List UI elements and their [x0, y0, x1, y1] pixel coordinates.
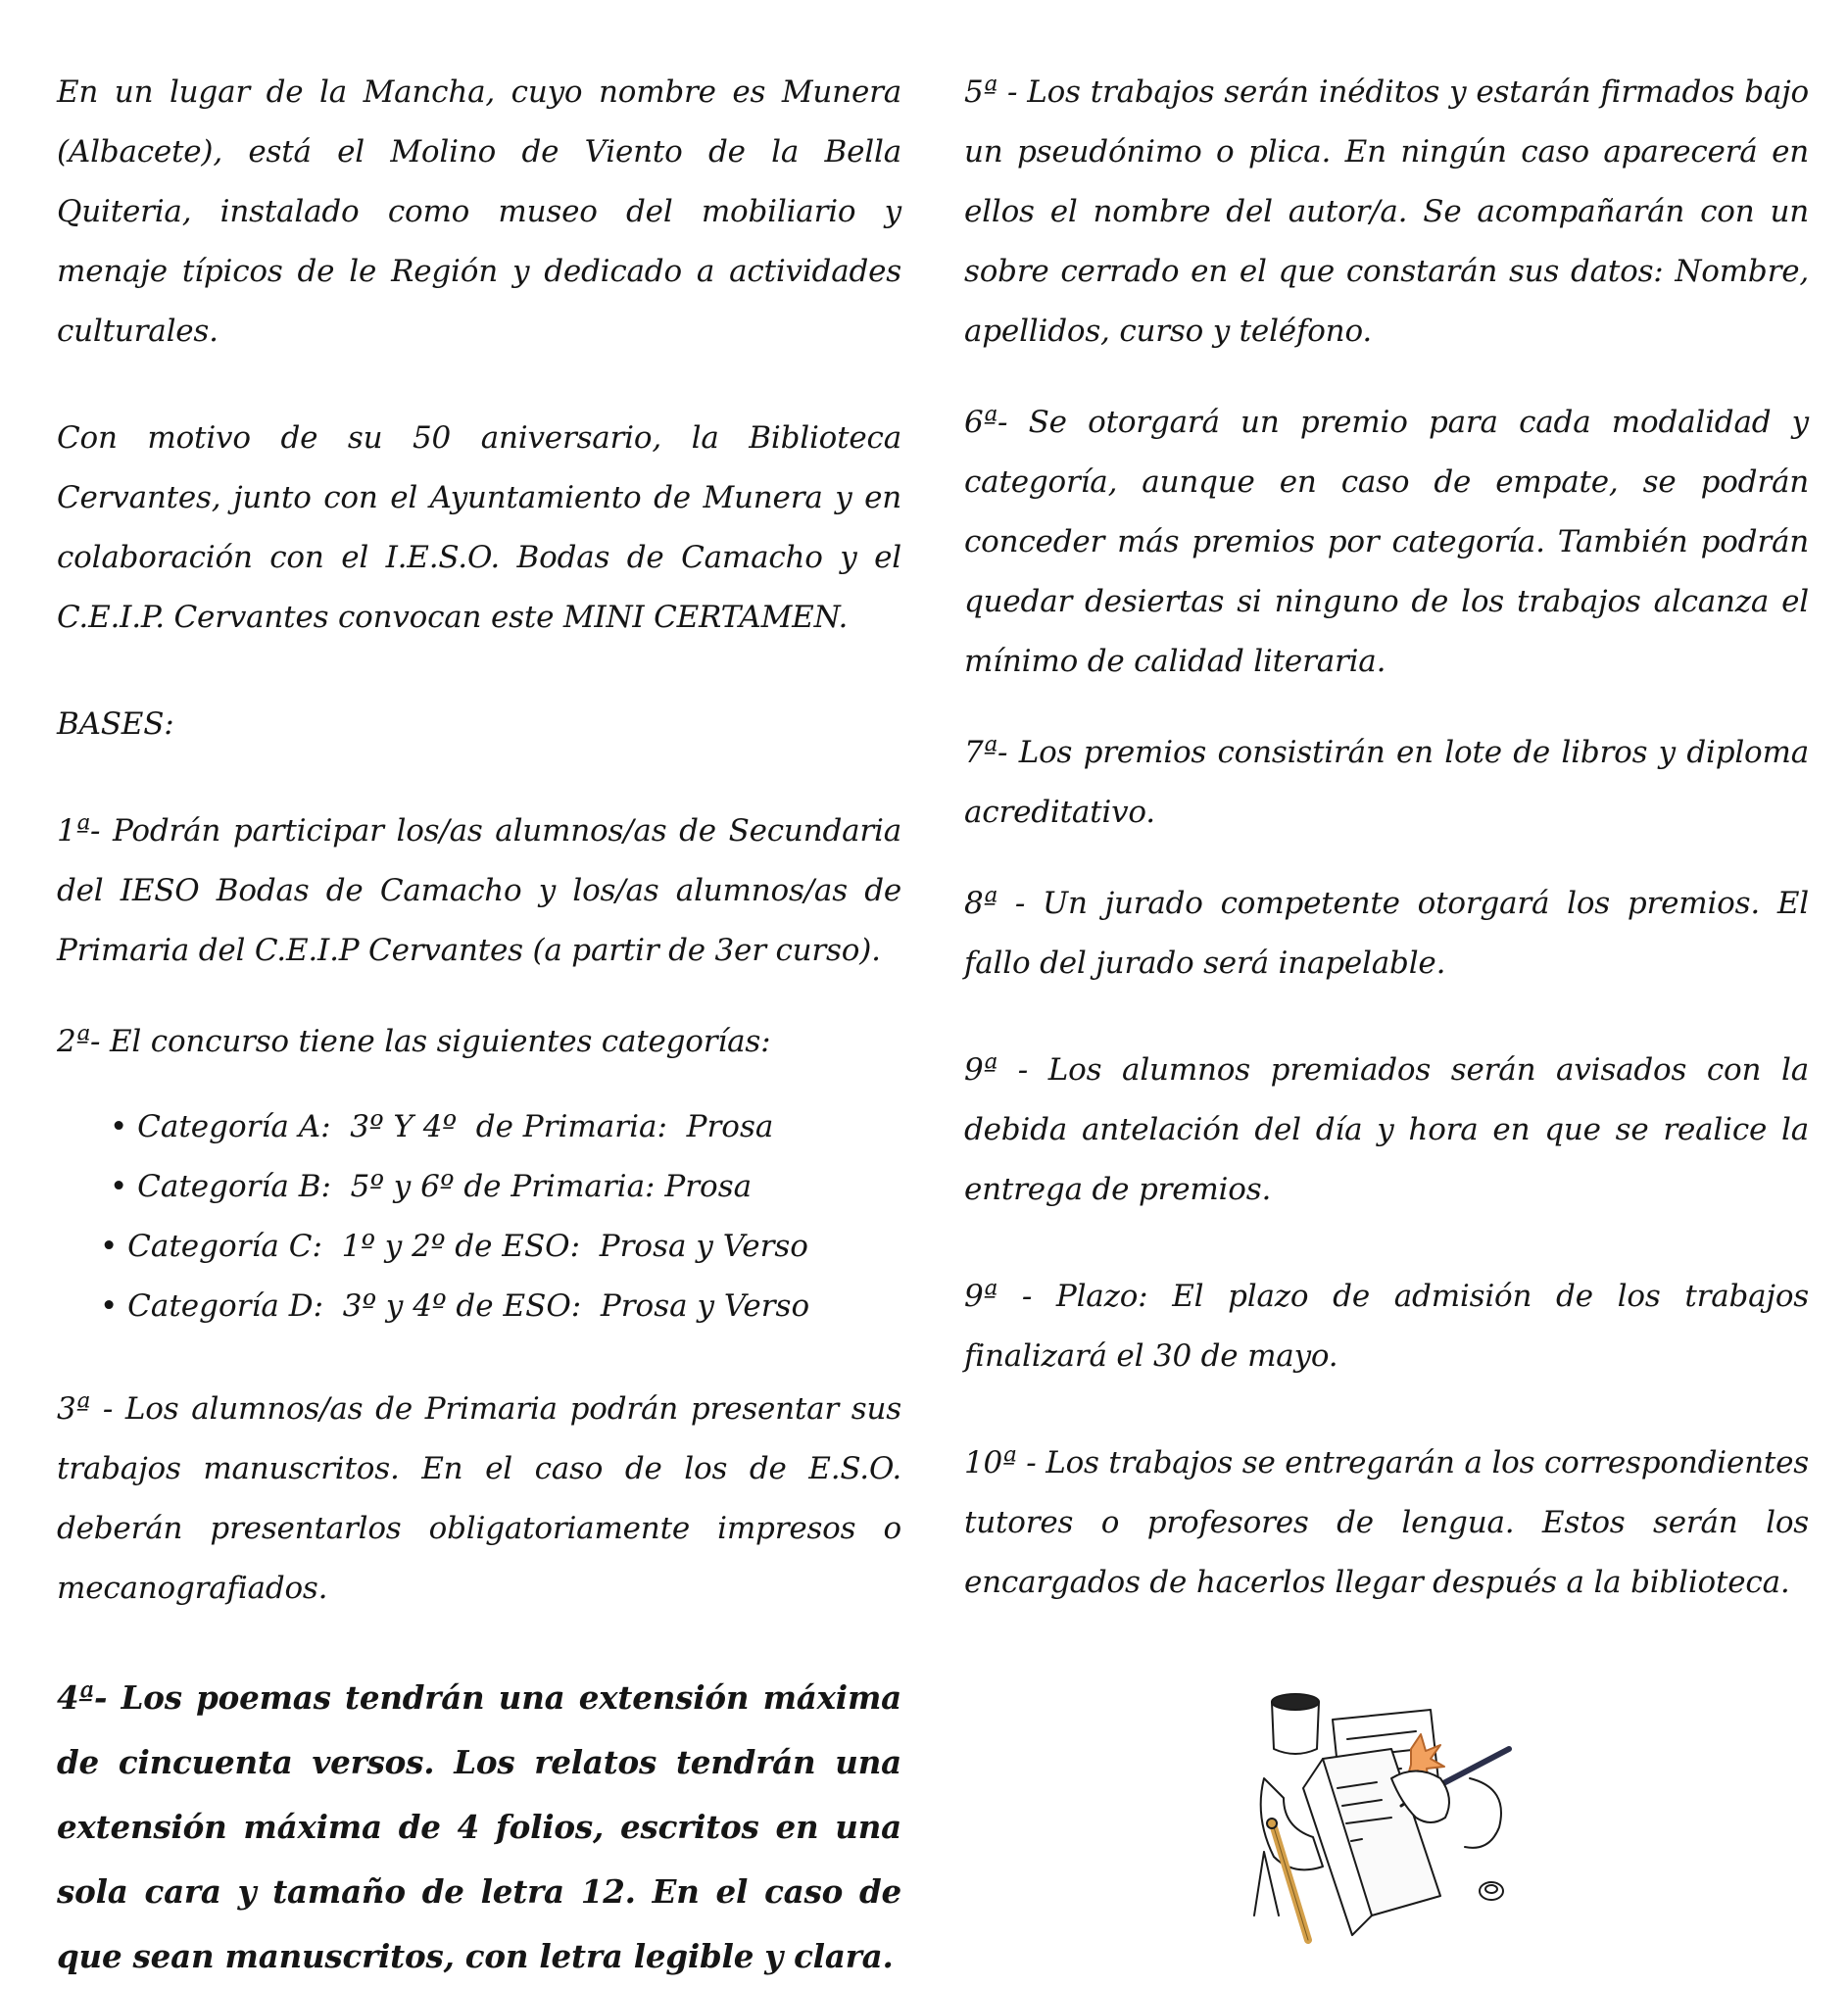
bases-heading: BASES: [57, 706, 174, 742]
category-list [57, 1097, 901, 1336]
base-3: 3ª - Los alumnos/as de Primaria podrán presentar sus trabajos manuscritos. En el caso de los de E.S.O. deberán presentarlos obligatoriamente impresos o mecanografiados. [57, 1391, 901, 1606]
intro-paragraph-2: Con motivo de su 50 aniversario, la Biblioteca Cervantes, junto con el Ayuntamiento de Munera y en colaboración con el I.E.S.O. Bodas de Camacho y el C.E.I.P. Cervantes convocan este MINI CERTAMEN. [57, 420, 901, 635]
left-column [57, 63, 901, 1989]
base-9-deadline: 9ª - Plazo: El plazo de admisión de los trabajos finalizará el 30 de mayo. [964, 1279, 1809, 1374]
category-item: • Categoría D: 3º y 4º de ESO: Prosa y Verso [100, 1288, 810, 1324]
category-item: • Categoría B: 5º y 6º de Primaria: Prosa [110, 1169, 753, 1204]
intro-paragraph-1: En un lugar de la Mancha, cuyo nombre es Munera (Albacete), está el Molino de Viento de la Bella Quiteria, instalado como museo del mobiliario y menaje típicos de le Región y dedicado a actividades culturales. [57, 74, 901, 349]
category-item: • Categoría C: 1º y 2º de ESO: Prosa y Verso [100, 1229, 808, 1264]
base-2: 2ª- El concurso tiene las siguientes categorías: [57, 1024, 771, 1059]
base-4: 4ª- Los poemas tendrán una extensión máxima de cincuenta versos. Los relatos tendrán una extensión máxima de 4 folios, escritos en una sola cara y tamaño de letra 12. En el caso de que sean manuscritos, con letra legible y clara. [57, 1678, 901, 1975]
base-5: 5ª - Los trabajos serán inéditos y estarán firmados bajo un pseudónimo o plica. En ningún caso aparecerá en ellos el nombre del autor/a. Se acompañarán con un sobre cerrado en el que constarán sus datos: Nombre, apellidos, curso y teléfono. [964, 74, 1809, 349]
base-9-awards: 9ª - Los alumnos premiados serán avisados con la debida antelación del día y hora en que se realice la entrega de premios. [964, 1052, 1809, 1207]
category-item: • Categoría A: 3º Y 4º de Primaria: Prosa [110, 1109, 774, 1144]
base-8: 8ª - Un jurado competente otorgará los premios. El fallo del jurado será inapelable. [964, 886, 1809, 981]
right-column [964, 63, 1809, 1613]
base-6: 6ª- Se otorgará un premio para cada modalidad y categoría, aunque en caso de empate, se podrán conceder más premios por categoría. También podrán quedar desiertas si ninguno de los trabajos alcanza el mínimo de calidad literaria. [964, 405, 1809, 679]
writing-desk-illustration-icon [1244, 1680, 1538, 1945]
base-10: 10ª - Los trabajos se entregarán a los correspondientes tutores o profesores de lengua. Estos serán los encargados de hacerlos llegar después a la biblioteca. [964, 1445, 1809, 1600]
base-1: 1ª- Podrán participar los/as alumnos/as de Secundaria del IESO Bodas de Camacho y los/as alumnos/as de Primaria del C.E.I.P Cervantes (a partir de 3er curso). [57, 813, 901, 968]
base-7: 7ª- Los premios consistirán en lote de libros y diploma acreditativo. [964, 735, 1809, 830]
